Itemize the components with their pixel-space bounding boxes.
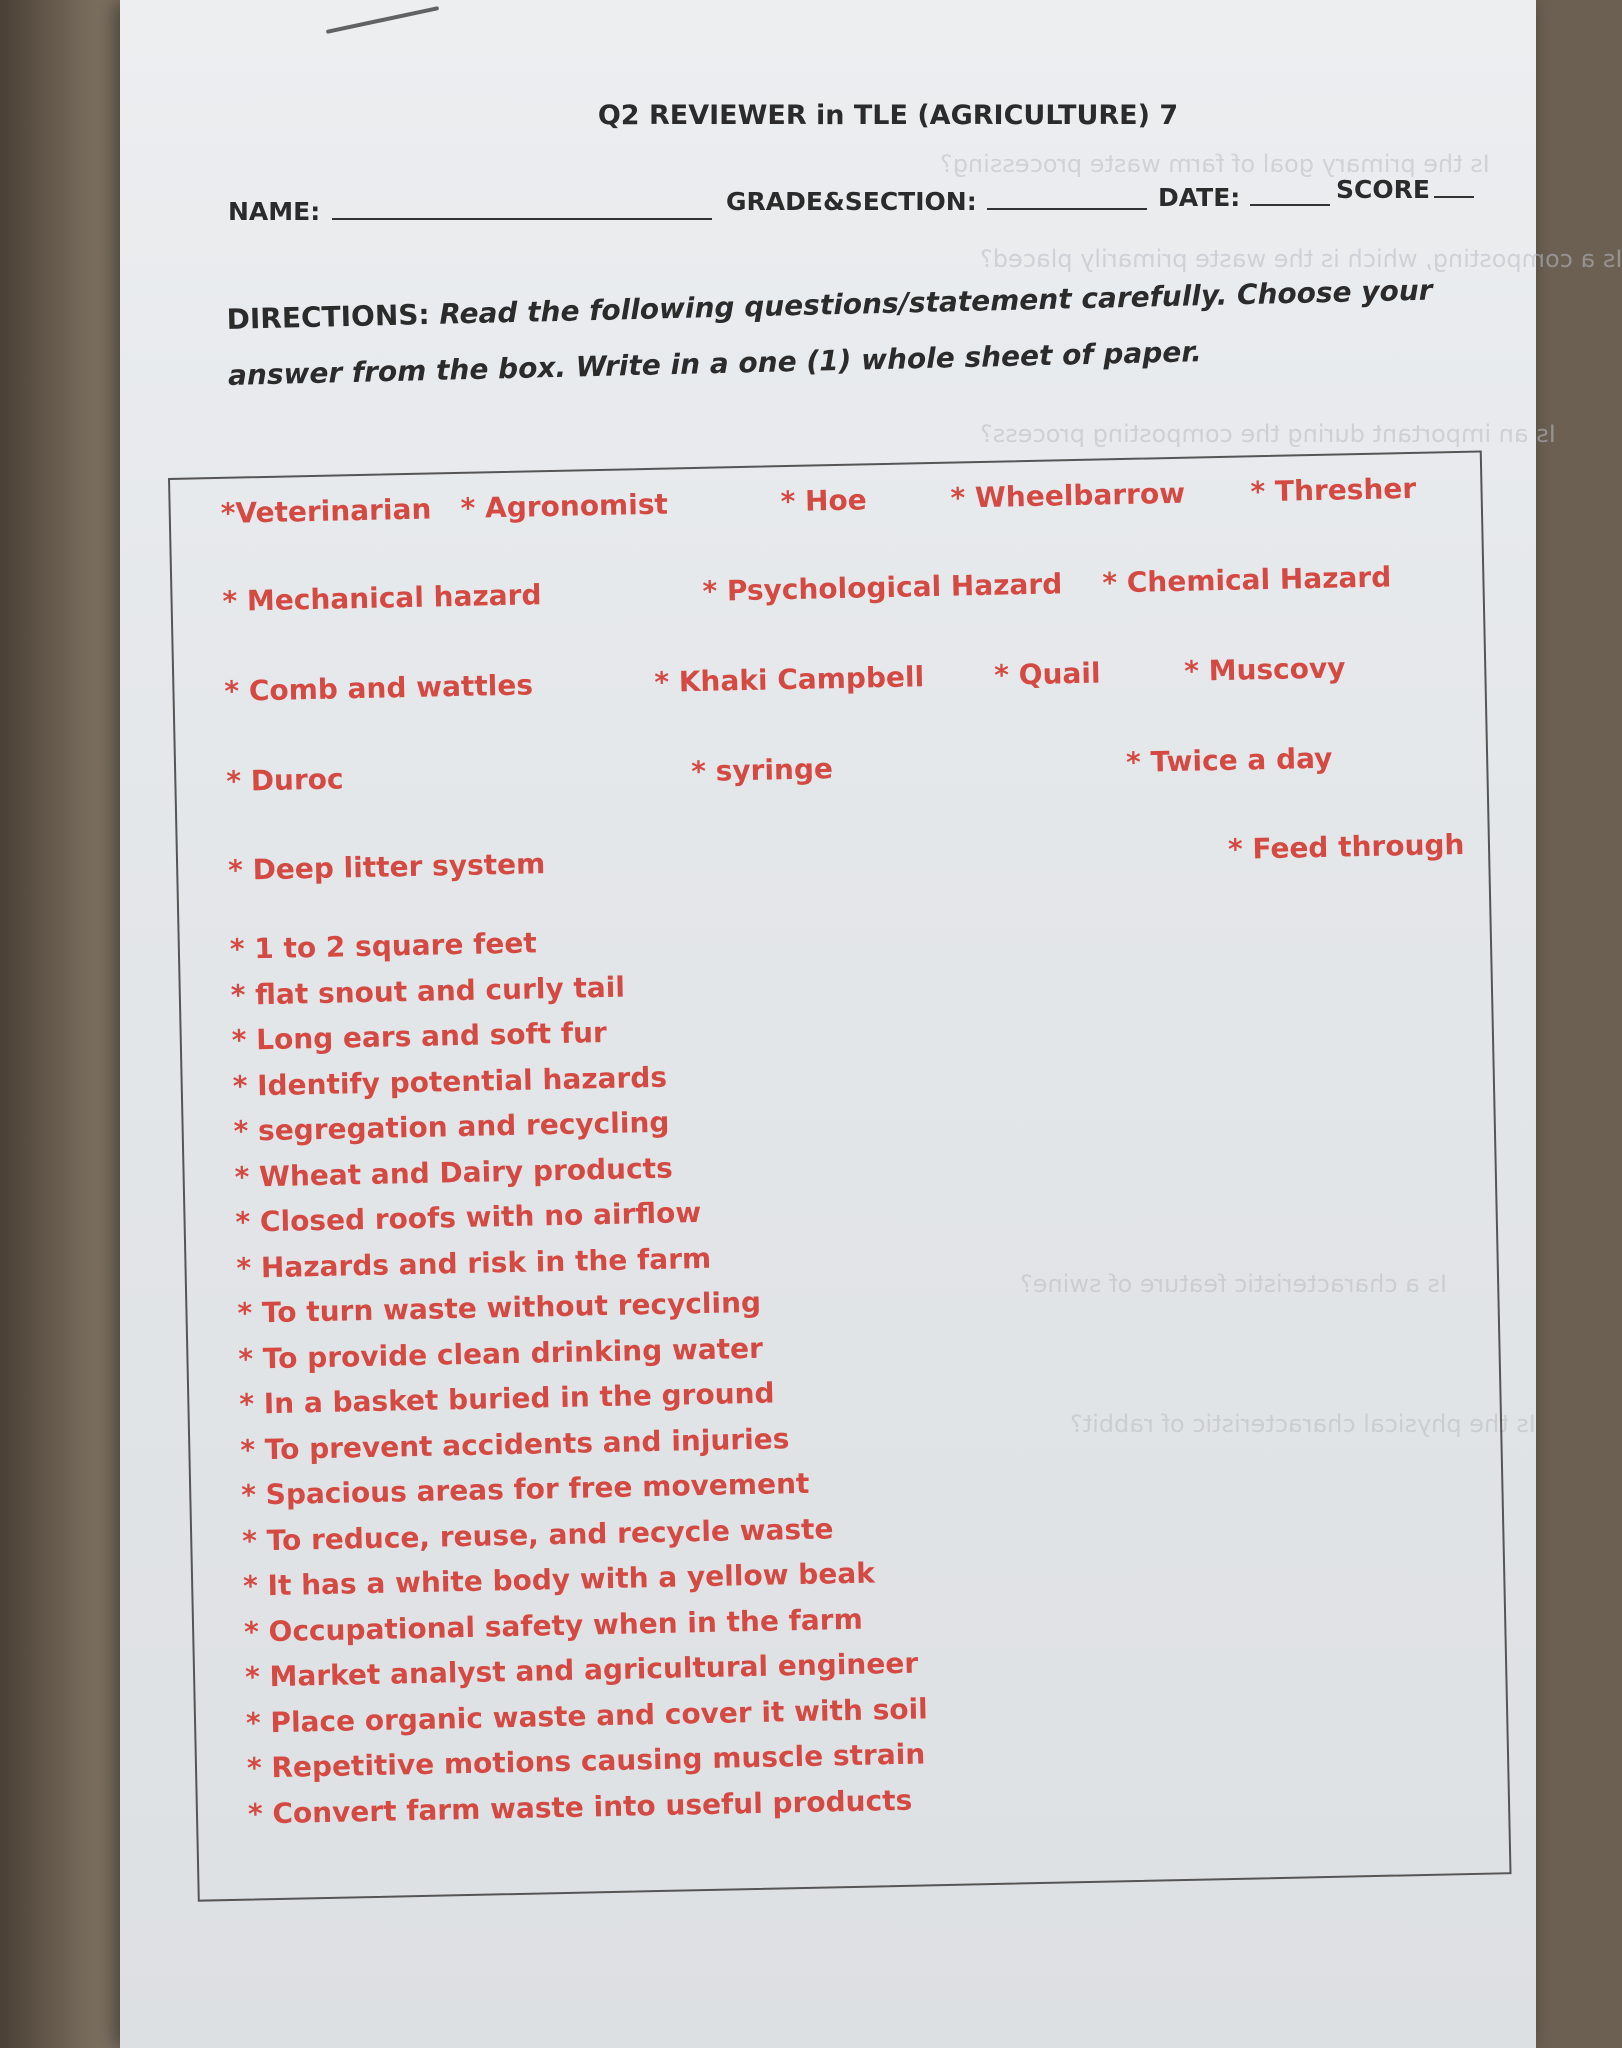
grade-section-label: GRADE&SECTION: — [726, 187, 977, 216]
date-label: DATE: — [1158, 183, 1241, 212]
choice-list — [229, 913, 930, 1837]
list-item: * Place organic waste and cover it with soil — [245, 1691, 929, 1740]
list-item: * Long ears and soft fur — [231, 1015, 608, 1057]
date-field[interactable] — [1158, 183, 1330, 212]
choice-item: * Muscovy — [1183, 651, 1346, 688]
page-title: Q2 REVIEWER in TLE (AGRICULTURE) 7 — [597, 100, 1179, 131]
bleed-through-text: Is a composting, which is the waste primarily placed? — [980, 245, 1622, 273]
grade-section-field[interactable] — [726, 187, 1147, 216]
list-item: * To provide clean drinking water — [238, 1331, 764, 1376]
bleed-through-text: Is a characteristic feature of swine? — [1020, 1270, 1448, 1298]
choice-item: * Psychological Hazard — [702, 567, 1063, 608]
choice-item: * Wheelbarrow — [950, 476, 1186, 515]
bleed-through-text: Is an important during the composting process? — [980, 420, 1556, 448]
list-item: * segregation and recycling — [233, 1105, 670, 1148]
choice-item: * Duroc — [226, 762, 344, 798]
list-item: * Market analyst and agricultural engineer — [244, 1646, 919, 1694]
score-field[interactable] — [1336, 175, 1474, 204]
list-item: * Occupational safety when in the farm — [243, 1602, 864, 1649]
score-label: SCORE — [1336, 175, 1430, 204]
directions-text: Read the following questions/statement carefully. Choose your answer from the box. Write in a one (1) whole sheet of paper. — [227, 273, 1433, 392]
choice-item: * Hoe — [780, 483, 868, 519]
list-item: * Convert farm waste into useful products — [247, 1783, 913, 1831]
name-field[interactable] — [228, 197, 712, 226]
pen-mark — [326, 6, 439, 34]
list-item: * Hazards and risk in the farm — [236, 1241, 712, 1285]
answer-choices-box — [168, 450, 1512, 1901]
choice-item: * syringe — [690, 752, 834, 789]
list-item: * flat snout and curly tail — [230, 970, 626, 1012]
list-item: * To prevent accidents and injuries — [240, 1421, 790, 1467]
table-surface — [0, 0, 140, 2048]
list-item: * Identify potential hazards — [232, 1060, 668, 1103]
choice-item: * Mechanical hazard — [222, 578, 542, 618]
list-item: * Repetitive motions causing muscle strain — [246, 1737, 926, 1785]
choice-item: * Agronomist — [460, 487, 669, 525]
choice-item: * Feed through — [1227, 827, 1465, 866]
choice-item: * Chemical Hazard — [1102, 560, 1392, 600]
choice-item: * Deep litter system — [227, 847, 546, 887]
list-item: * Wheat and Dairy products — [234, 1151, 674, 1194]
choice-item: * Quail — [993, 656, 1101, 692]
list-item: * To reduce, reuse, and recycle waste — [241, 1511, 834, 1558]
list-item: * Closed roofs with no airflow — [235, 1195, 702, 1239]
list-item: * 1 to 2 square feet — [229, 926, 538, 966]
choice-item: * Thresher — [1250, 471, 1417, 509]
list-item: * To turn waste without recycling — [237, 1285, 762, 1330]
bleed-through-text: Is the physical characteristic of rabbit? — [1070, 1410, 1536, 1438]
name-label: NAME: — [228, 197, 321, 226]
choice-item: * Twice a day — [1125, 741, 1333, 779]
choice-item: * Comb and wattles — [224, 668, 534, 708]
list-item: * Spacious areas for free movement — [240, 1466, 810, 1512]
list-item: * In a basket buried in the ground — [239, 1376, 775, 1421]
list-item: * It has a white body with a yellow beak — [242, 1556, 876, 1603]
choice-item: * Khaki Campbell — [654, 660, 925, 699]
choice-item: *Veterinarian — [220, 492, 432, 530]
bleed-through-text: Is the primary goal of farm waste processing? — [940, 150, 1490, 178]
directions-label: DIRECTIONS: — [226, 298, 431, 336]
